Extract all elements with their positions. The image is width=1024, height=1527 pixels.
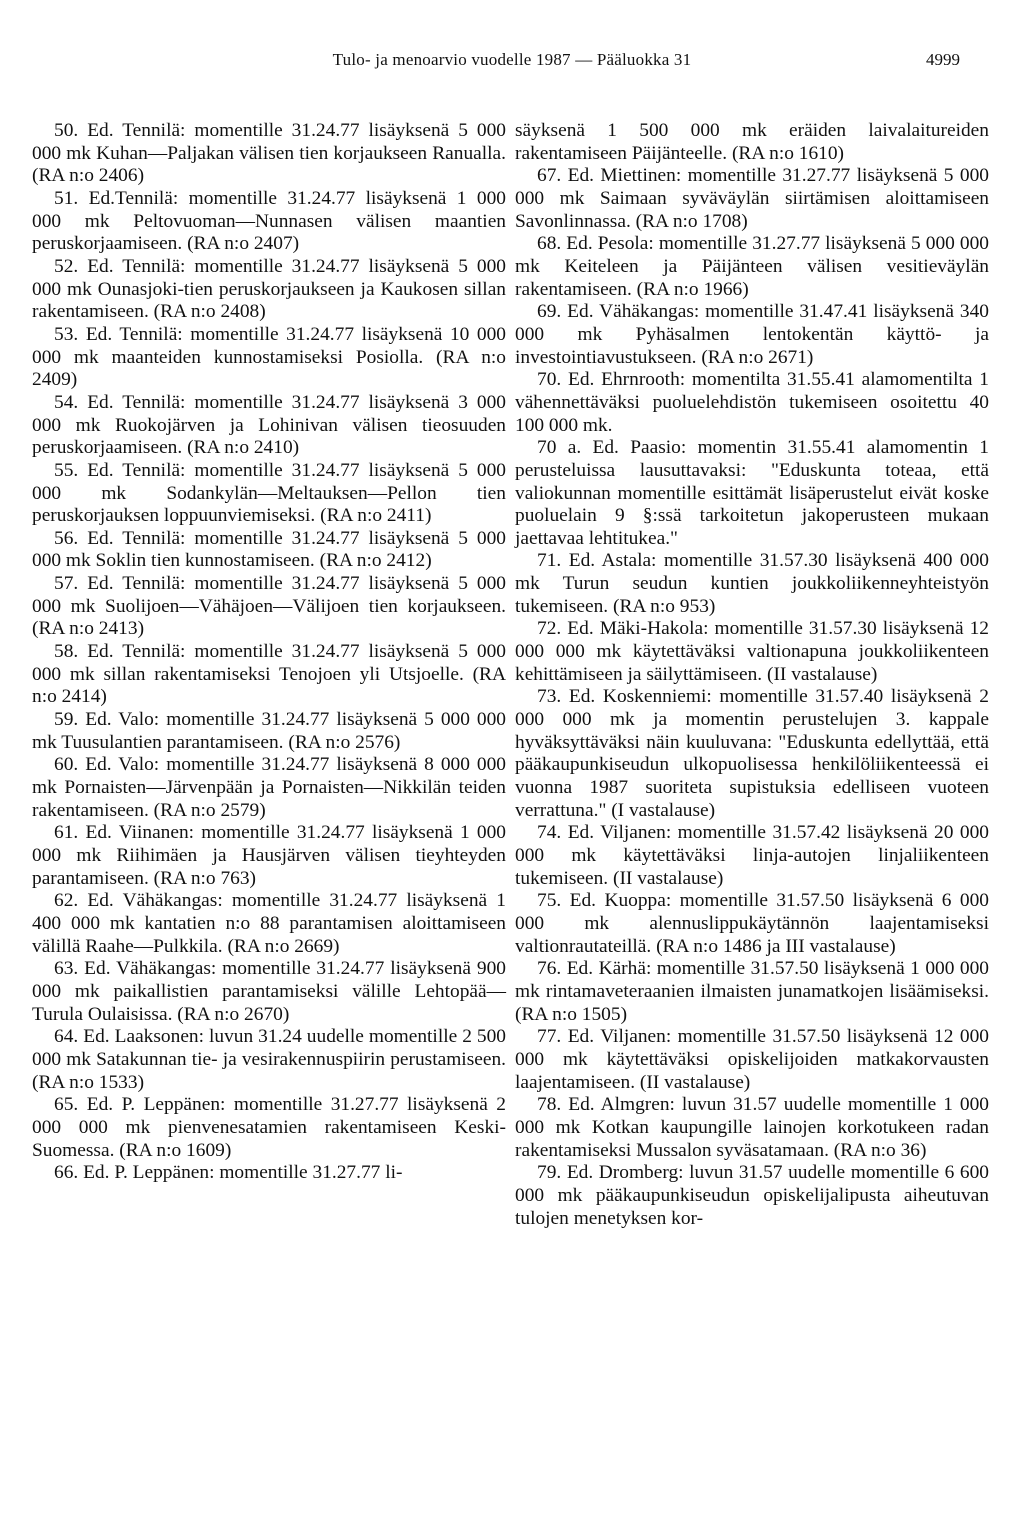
running-header-title: Tulo- ja menoarvio vuodelle 1987 — Pääluokka 31 (332, 50, 692, 69)
entry-65: 65. Ed. P. Leppänen: momentille 31.27.77 lisäyksenä 2 000 000 mk pienvenesatamien rakentamiseen Keski-Suomessa. (RA n:o 1609) (32, 1094, 506, 1161)
entry-62: 62. Ed. Vähäkangas: momentille 31.24.77 lisäyksenä 1 400 000 mk kantatien n:o 88 parantamisen aloittamiseen välillä Raahe—Pulkkila. (RA n:o 2669) (32, 890, 506, 957)
entry-55: 55. Ed. Tennilä: momentille 31.24.77 lisäyksenä 5 000 000 mk Sodankylän—Meltauksen—Pellon tien peruskorjauksen loppuunviemiseksi. (RA n:o 2411) (32, 459, 506, 527)
entry-54: 54. Ed. Tennilä: momentille 31.24.77 lisäyksenä 3 000 000 mk Ruokojärven ja Lohinivan välisen tieosuuden peruskorjaamiseen. (RA n:o 2410) (32, 391, 506, 459)
entry-77: 77. Ed. Viljanen: momentille 31.57.50 lisäyksenä 12 000 000 mk käytettäväksi opiskelijoiden matkakorvausten laajentamiseen. (II vastalause) (515, 1026, 989, 1093)
page-header (0, 50, 1024, 76)
entry-63: 63. Ed. Vähäkangas: momentille 31.24.77 lisäyksenä 900 000 mk paikallistien parantamiseksi välille Lehtopää—Turula Oulaisissa. (RA n:o 2670) (32, 958, 506, 1025)
entry-56: 56. Ed. Tennilä: momentille 31.24.77 lisäyksenä 5 000 000 mk Soklin tien kunnostamiseen. (RA n:o 2412) (32, 527, 506, 572)
entry-59: 59. Ed. Valo: momentille 31.24.77 lisäyksenä 5 000 000 mk Tuusulantien parantamiseen. (RA n:o 2576) (32, 709, 506, 753)
left-column (32, 120, 506, 1185)
entry-70a: 70 a. Ed. Paasio: momentin 31.55.41 alamomentin 1 perusteluissa lausuttavaksi: "Eduskunta toteaa, että valiokunnan momentille esittämät lisäperustelut eivät koske puoluelain 9 §:ssä tarkoitetun jakoperusteen mukaan jaettavaa lehtitukea." (515, 437, 989, 549)
entry-66-continued: säyksenä 1 500 000 mk eräiden laivalaitureiden rakentamiseen Päijänteelle. (RA n:o 1610) (515, 120, 989, 164)
entry-51: 51. Ed.Tennilä: momentille 31.24.77 lisäyksenä 1 000 000 mk Peltovuoman—Nunnasen välisen maantien peruskorjaamiseen. (RA n:o 2407) (32, 187, 506, 255)
entry-73: 73. Ed. Koskenniemi: momentille 31.57.40 lisäyksenä 2 000 000 mk ja momentin perustelujen 3. kappale hyväksyttäväksi näin kuuluvana: "Eduskunta edellyttää, että pääkaupunkiseudun ulkopuolisessa henkilöliikenteessä ei vuonna 1987 suoriteta supistuksia edelliseen vuoteen verrattuna." (I vastalause) (515, 686, 989, 821)
right-column (515, 120, 989, 1230)
entry-67: 67. Ed. Miettinen: momentille 31.27.77 lisäyksenä 5 000 000 mk Saimaan syväväylän siirtämisen aloittamiseen Savonlinnassa. (RA n:o 1708) (515, 165, 989, 232)
entry-53: 53. Ed. Tennilä: momentille 31.24.77 lisäyksenä 10 000 000 mk maanteiden kunnostamiseksi Posiolla. (RA n:o 2409) (32, 323, 506, 391)
entry-66: 66. Ed. P. Leppänen: momentille 31.27.77 li- (54, 1162, 403, 1184)
entry-71: 71. Ed. Astala: momentille 31.57.30 lisäyksenä 400 000 mk Turun seudun kuntien joukkoliikenneyhteistyön tukemiseen. (RA n:o 953) (515, 550, 989, 617)
entry-79: 79. Ed. Dromberg: luvun 31.57 uudelle momentille 6 600 000 mk pääkaupunkiseudun opiskelijalipusta aiheutuvan tulojen menetyksen kor- (515, 1162, 989, 1229)
entry-69: 69. Ed. Vähäkangas: momentille 31.47.41 lisäyksenä 340 000 mk Pyhäsalmen lentokentän käyttö- ja investointiavustukseen. (RA n:o 2671) (515, 301, 989, 368)
entry-57: 57. Ed. Tennilä: momentille 31.24.77 lisäyksenä 5 000 000 mk Suolijoen—Vähäjoen—Välijoen tien korjaukseen. (RA n:o 2413) (32, 573, 506, 640)
entry-68: 68. Ed. Pesola: momentille 31.27.77 lisäyksenä 5 000 000 mk Keiteleen ja Päijänteen välisen vesitieväylän rakentamiseen. (RA n:o 1966) (515, 233, 989, 300)
entry-50: 50. Ed. Tennilä: momentille 31.24.77 lisäyksenä 5 000 000 mk Kuhan—Paljakan välisen tien korjaukseen Ranualla. (RA n:o 2406) (32, 120, 506, 187)
entry-76: 76. Ed. Kärhä: momentille 31.57.50 lisäyksenä 1 000 000 mk rintamaveteraanien ilmaisten junamatkojen lisäämiseksi. (RA n:o 1505) (515, 958, 989, 1025)
entry-60: 60. Ed. Valo: momentille 31.24.77 lisäyksenä 8 000 000 mk Pornaisten—Järvenpään ja Pornaisten—Nikkilän teiden rakentamiseen. (RA n:o 2579) (32, 754, 506, 821)
entry-70: 70. Ed. Ehrnrooth: momentilta 31.55.41 alamomentilta 1 vähennettäväksi puoluelehdistön tukemiseen osoitettu 40 100 000 mk. (515, 369, 989, 436)
entry-74: 74. Ed. Viljanen: momentille 31.57.42 lisäyksenä 20 000 000 mk käytettäväksi linja-autojen linjaliikenteen tukemiseen. (II vastalause) (515, 822, 989, 889)
entry-64: 64. Ed. Laaksonen: luvun 31.24 uudelle momentille 2 500 000 mk Satakunnan tie- ja vesirakennuspiirin perustamiseen. (RA n:o 1533) (32, 1026, 506, 1093)
entry-72: 72. Ed. Mäki-Hakola: momentille 31.57.30 lisäyksenä 12 000 000 mk käytettäväksi valtionapuna joukkoliikenteen kehittämiseen ja säilyttämiseen. (II vastalause) (515, 618, 989, 685)
entry-52: 52. Ed. Tennilä: momentille 31.24.77 lisäyksenä 5 000 000 mk Ounasjoki-tien peruskorjaukseen ja Kaukosen sillan rakentamiseen. (RA n:o 2408) (32, 255, 506, 323)
page-number: 4999 (926, 50, 960, 69)
entry-75: 75. Ed. Kuoppa: momentille 31.57.50 lisäyksenä 6 000 000 mk alennuslippukäytännön laajentamiseksi valtionrautateillä. (RA n:o 1486 ja III vastalause) (515, 890, 989, 957)
entry-78: 78. Ed. Almgren: luvun 31.57 uudelle momentille 1 000 000 mk Kotkan kaupungille lainojen korkotukeen radan rakentamiseksi Mussalon syväsatamaan. (RA n:o 36) (515, 1094, 989, 1161)
entry-58: 58. Ed. Tennilä: momentille 31.24.77 lisäyksenä 5 000 000 mk sillan rakentamiseksi Tenojoen yli Utsjoelle. (RA n:o 2414) (32, 641, 506, 708)
entry-61: 61. Ed. Viinanen: momentille 31.24.77 lisäyksenä 1 000 000 mk Riihimäen ja Hausjärven välisen tieyhteyden parantamiseen. (RA n:o 763) (32, 822, 506, 889)
